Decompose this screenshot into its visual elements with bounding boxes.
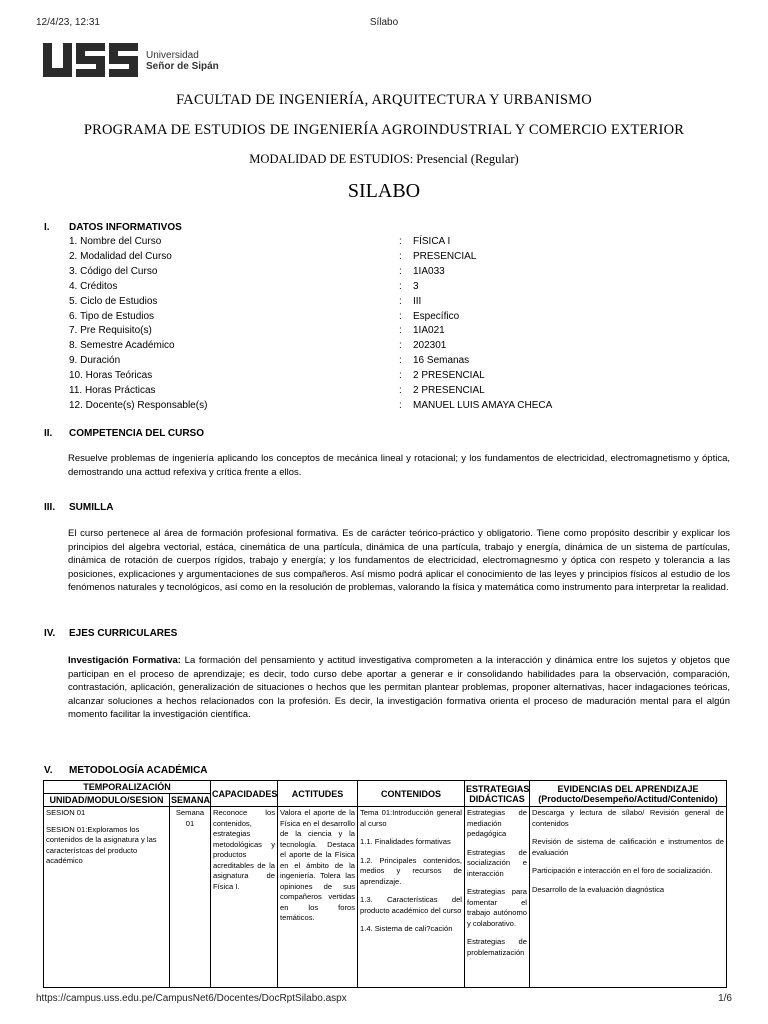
datos-colon: : [399,355,402,367]
section-heading-ejes [44,628,177,639]
datos-label: 11. Horas Prácticas [69,385,156,396]
metodologia-table [43,780,727,988]
estrategias-item: Estrategias de mediación pedagógica [467,808,527,838]
ejes-body: La formación del pensamiento y actitud investigativa comprometen a la interacción y dinámica entre los sujetos y objetos que participan en el proceso de aprendizaje; es decir, todo curso debe aportar a generar e ir consolidando habilidades para la observación, comparación, contrastación, aplicación, generalización de situaciones o hechos que les permitan plantear problemas, proponer alternativas, hacer indagaciones teóricas, alcanzar soluciones a hechos relacionados con la profesión. Es decir, la investigación formativa orienta el proceso de maduración mental para el algún momento facilitar la investigación científica. [68,655,730,720]
section-number: III. [44,502,56,513]
datos-label: 1. Nombre del Curso [69,236,162,247]
cell-semana: Semana 01 [170,807,211,988]
logo-text [146,50,219,72]
header-evidencias: EVIDENCIAS DEL APRENDIZAJE (Producto/Desempeño/Actitud/Contenido) [530,781,727,807]
print-page-number: 1/6 [718,993,732,1004]
header-semana: SEMANA [171,795,211,805]
competencia-text: Resuelve problemas de ingeniería aplicando los conceptos de mecánica lineal y rotacional; y los fundamentos de electricidad, electromagnetismo y óptica, demostrando una acttud refexiva y crítica frente a ellos. [68,453,730,478]
ejes-text [68,654,730,722]
cell-capacidades [211,807,278,988]
datos-value: III [413,295,422,307]
datos-row [69,340,729,354]
faculty-heading: FACULTAD DE INGENIERÍA, ARQUITECTURA Y URBANISMO [176,92,592,108]
datos-colon: : [399,280,402,292]
datos-row [69,281,729,295]
datos-row [69,311,729,325]
estrategias-item: Estrategias para fomentar el trabajo autónomo y colaborativo. [467,887,527,928]
datos-label: 10. Horas Teóricas [69,370,153,382]
header-unidad: UNIDAD/MODULO/SESION [44,794,170,807]
ejes-lead: Investigación Formativa: [68,655,181,666]
datos-colon: : [399,399,402,411]
document-title: SILABO [347,180,421,202]
capacidades-text: Reconoce los contenidos, estrategias metodológicas y productos acreditables de la asignatura de Física I. [213,808,275,891]
datos-label: 3. Código del Curso [69,265,158,277]
uss-logo-mark [43,43,138,79]
contenidos-item: Tema 01:Introducción general al curso [360,808,462,828]
section-heading-sumilla [44,502,113,513]
section-heading-competencia [44,428,204,439]
datos-row [69,251,729,265]
evidencias-item: Revisión de sistema de calificación e instrumentos de evaluación [532,837,724,857]
datos-value: 1IA033 [413,265,445,277]
datos-value: 2 PRESENCIAL [413,385,485,396]
logo-line1: Universidad [146,50,199,61]
logo-line2: Señor de Sipán [146,61,219,72]
datos-value: MANUEL LUIS AMAYA CHECA [413,399,553,411]
datos-label: 4. Créditos [69,280,118,292]
contenidos-item: 1.1. Finalidades formativas [360,837,451,846]
modality-heading: MODALIDAD DE ESTUDIOS: Presencial (Regular) [249,152,519,166]
cell-unidad-session: SESION 01 [46,808,86,817]
datos-value: FÍSICA I [413,236,451,247]
datos-label: 12. Docente(s) Responsable(s) [69,399,208,411]
cell-unidad [44,807,170,988]
datos-row [69,385,729,399]
datos-colon: : [399,385,402,396]
datos-value: 16 Semanas [413,355,470,367]
datos-label: 6. Tipo de Estudios [69,310,155,322]
cell-contenidos [358,807,465,988]
datos-row [69,355,729,369]
datos-row [69,325,729,339]
section-heading-datos [44,222,182,233]
section-number: I. [44,222,50,233]
estrategias-item: Estrategias de problematización [467,937,527,957]
header-temporalizacion: TEMPORALIZACIÓN [44,781,211,794]
datos-label: 8. Semestre Académico [69,340,175,352]
datos-row [69,266,729,280]
datos-label: 7. Pre Requisito(s) [69,325,152,337]
datos-label: 9. Duración [69,355,121,367]
evidencias-item: Descarga y lectura de sílabo/ Revisión general de contenidos [532,808,724,828]
datos-colon: : [399,310,402,322]
datos-label: 5. Ciclo de Estudios [69,295,158,307]
sumilla-text: El curso pertenece al área de formación profesional formativa. Es de carácter teórico-práctico y obligatorio. Tiene como propósito describir y explicar los principios del algebra vectorial, estáca, cinemática de una partícula, dinámica de una partícula, trabajo y energía, dinámica de un sistema de partículas, dinámica de rotación de cuerpos rígidos, trabajo y energía; y los fundamentos de electricidad, electromagnesmo y óptica con respeto y tolerancia a las posiciones, explicaciones y argumentaciones de sus compañeros. Así mismo podrá aplicar el conocimiento de las leyes y principios físicos al estudio de los fenómenos naturales y tecnológicos, así como en la resolución de problemas, valorando la física y matemática como instrumento para interpretar la realidad. [68,528,730,593]
datos-colon: : [399,265,402,277]
print-datetime: 12/4/23, 12:31 [36,17,100,28]
print-page-title: Sílabo [369,17,399,28]
datos-value: 2 PRESENCIAL [413,370,485,382]
datos-row [69,370,729,384]
cell-actitudes [278,807,358,988]
datos-row [69,236,729,250]
datos-colon: : [399,325,402,337]
estrategias-item: Estrategias de socialización e interacción [467,847,527,878]
datos-row [69,296,729,310]
print-url: https://campus.uss.edu.pe/CampusNet6/Docentes/DocRptSilabo.aspx [36,993,347,1004]
datos-value: 3 [413,280,419,292]
datos-colon: : [399,236,402,247]
datos-colon: : [399,250,402,262]
evidencias-item: Participación e interacción en el foro de socialización. [532,866,713,875]
header-estrategias: ESTRATEGIAS DIDÁCTICAS [465,781,530,807]
table-header-row [44,781,727,794]
section-heading-metodologia [44,765,208,776]
section-title: EJES CURRICULARES [69,628,178,639]
table-row [44,807,727,988]
contenidos-item: 1.4. Sistema de cali?cación [360,924,453,933]
contenidos-item: 1.3. Características del producto académico del curso [360,895,462,915]
university-logo [43,43,219,79]
datos-value: 1IA021 [413,325,445,337]
program-heading: PROGRAMA DE ESTUDIOS DE INGENIERÍA AGROINDUSTRIAL Y COMERCIO EXTERIOR [83,122,685,138]
header-actitudes: ACTITUDES [278,781,358,807]
datos-colon: : [399,370,402,382]
datos-label: 2. Modalidad del Curso [69,250,172,262]
section-number: V. [44,765,53,776]
section-title: COMPETENCIA DEL CURSO [69,428,205,439]
actitudes-text: Valora el aporte de la Física en el desarrollo de la ciencia y la tecnología. Destaca el aporte de la Física en el ámbito de la ingeniería. Tolera las opiniones de sus compañeros vertidas en los foros temáticos. [280,808,355,922]
datos-value: 202301 [413,340,447,352]
cell-evidencias [530,807,727,988]
section-number: II. [44,428,53,439]
section-number: IV. [44,628,56,639]
datos-value: Específico [413,310,460,322]
section-title: SUMILLA [69,502,114,513]
header-capacidades: CAPACIDADES [211,781,278,807]
evidencias-item: Desarrollo de la evaluación diagnóstica [532,884,665,894]
header-contenidos: CONTENIDOS [358,781,465,807]
datos-colon: : [399,295,402,307]
cell-unidad-desc: SESION 01:Exploramos los contenidos de la asignatura y las característcas del producto académico [46,824,157,865]
section-title: DATOS INFORMATIVOS [69,222,182,233]
datos-colon: : [399,340,402,352]
section-title: METODOLOGÍA ACADÉMICA [69,765,208,776]
contenidos-item: 1.2. Principales contenidos, medios y recursos de aprendizaje. [360,855,462,886]
datos-row [69,400,729,414]
datos-value: PRESENCIAL [413,250,477,262]
cell-estrategias [465,807,530,988]
